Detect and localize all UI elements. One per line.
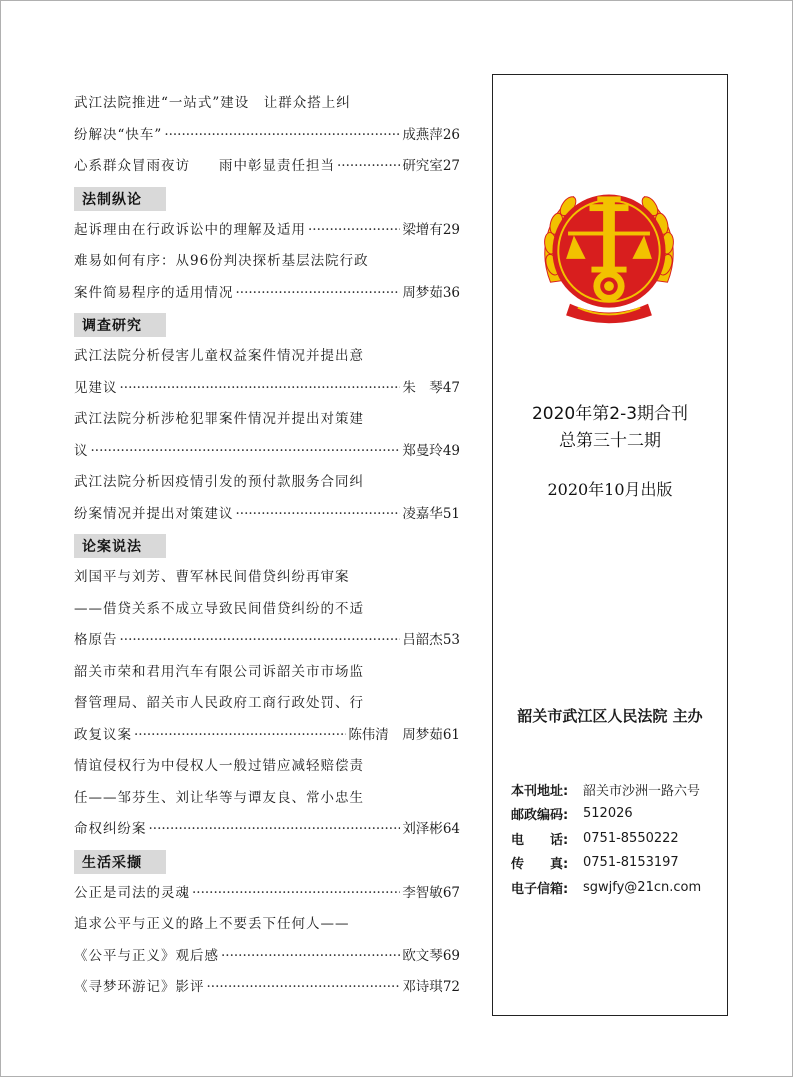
court-emblem-icon: [531, 173, 687, 333]
toc-entry-page: 51: [442, 505, 460, 522]
leader-dots: [149, 814, 401, 846]
contact-row: [511, 802, 701, 827]
toc-entry-author: 李智敏: [402, 884, 443, 901]
toc-entry-title: 武江法院分析侵害儿童权益案件情况并提出意: [74, 348, 364, 364]
contact-row: [511, 777, 701, 802]
toc-entry-title: 情谊侵权行为中侵权人一般过错应减轻赔偿责: [74, 758, 364, 774]
section-heading: 调查研究: [74, 313, 166, 337]
section-heading: 生活采撷: [74, 850, 166, 874]
toc-entry-author: 凌嘉华: [402, 505, 443, 522]
leader-dots: [236, 499, 401, 531]
toc-entry-title: 格原告: [74, 632, 118, 648]
toc-entry-author: 周梦茹: [402, 284, 443, 301]
toc-entry-title: 《寻梦环游记》影评: [74, 979, 205, 995]
toc-entry-page: 49: [442, 442, 460, 459]
toc-entry-page: 53: [442, 632, 460, 648]
contact-row: [511, 851, 701, 876]
leader-dots: [337, 151, 400, 183]
toc-entry: [74, 814, 460, 846]
toc-entry-title: 起诉理由在行政诉讼中的理解及适用: [74, 221, 306, 238]
toc-entry: [74, 657, 460, 689]
toc-entry-title: 纷案情况并提出对策建议: [74, 505, 234, 522]
contact-row: [511, 875, 701, 900]
leader-dots: [134, 720, 346, 752]
toc-entry: [74, 373, 460, 405]
toc-entry-page: 26: [442, 126, 460, 143]
toc-entry-author: 朱 琴: [402, 379, 443, 396]
toc-entry-title: 督管理局、韶关市人民政府工商行政处罚、行: [74, 695, 364, 711]
leader-dots: [91, 436, 401, 468]
leader-dots: [120, 625, 401, 657]
toc-entry-author: 梁增有: [402, 221, 443, 238]
toc-entry: [74, 151, 460, 183]
toc-entry-author: 陈伟清 周梦茹: [348, 726, 443, 743]
toc-entry-page: 61: [442, 726, 460, 743]
toc-entry: [74, 909, 460, 941]
toc-entry-author: 邓诗琪: [402, 979, 443, 995]
toc-entry-title: 心系群众冒雨夜访 雨中彰显责任担当: [74, 158, 335, 174]
toc-entry-page: 64: [442, 821, 460, 837]
leader-dots: [164, 120, 400, 152]
section-heading: 论案说法: [74, 534, 166, 558]
toc-entry-author: 吕韶杰: [402, 632, 443, 648]
toc-entry-page: 72: [442, 979, 460, 995]
contact-label: 邮政编码:: [511, 808, 569, 824]
toc-entry-title: 追求公平与正义的路上不要丢下任何人——: [74, 916, 350, 932]
toc-entry: [74, 278, 460, 310]
toc-entry: [74, 625, 460, 657]
toc-entry: [74, 404, 460, 436]
toc-entry-author: 刘泽彬: [402, 821, 443, 837]
toc-entry-title: 韶关市荣和君用汽车有限公司诉韶关市市场监: [74, 663, 364, 680]
leader-dots: [308, 215, 400, 247]
toc-entry-page: 67: [442, 884, 460, 901]
leader-dots: [221, 941, 400, 973]
table-of-contents: [74, 88, 460, 1004]
toc-entry: [74, 941, 460, 973]
toc-entry-title: 武江法院分析因疫情引发的预付款服务合同纠: [74, 474, 364, 490]
masthead-panel: [492, 74, 728, 1016]
toc-entry: [74, 594, 460, 626]
toc-entry-author: 研究室: [402, 158, 443, 174]
toc-entry: [74, 720, 460, 752]
leader-dots: [192, 878, 400, 910]
toc-entry: [74, 499, 460, 531]
contact-value: 0751-8550222: [583, 830, 679, 846]
toc-entry-title: 刘国平与刘芳、曹军林民间借贷纠纷再审案: [74, 569, 350, 585]
toc-entry-title: 案件简易程序的适用情况: [74, 284, 234, 301]
toc-entry-title: 纷解决“快车”: [74, 126, 163, 143]
toc-entry-title: 政复议案: [74, 726, 132, 743]
toc-entry: [74, 878, 460, 910]
toc-entry-author: 郑曼玲: [402, 442, 443, 459]
toc-entry-page: 27: [442, 158, 460, 174]
contact-label: 传 真:: [511, 857, 569, 873]
toc-entry-title: ——借贷关系不成立导致民间借贷纠纷的不适: [74, 600, 364, 617]
issue-number: 2020年第2-3期合刊: [531, 404, 689, 424]
toc-entry-title: 任——邹芬生、刘让华等与谭友良、常小忠生: [74, 789, 364, 806]
contact-label: 电子信箱:: [511, 881, 569, 897]
contact-value: 韶关市沙洲一路六号: [583, 783, 701, 799]
toc-entry: [74, 783, 460, 815]
publisher: 韶关市武江区人民法院 主办: [517, 707, 703, 725]
leader-dots: [120, 373, 401, 405]
toc-entry-title: 武江法院推进“一站式”建设 让群众搭上纠: [74, 95, 351, 111]
toc-entry-title: 公正是司法的灵魂: [74, 884, 190, 901]
contact-label: 本刊地址:: [511, 783, 569, 799]
toc-entry: [74, 88, 460, 120]
contact-row: [511, 826, 701, 851]
contact-value: sgwjfy@21cn.com: [583, 879, 702, 895]
toc-entry-title: 武江法院分析涉枪犯罪案件情况并提出对策建: [74, 411, 364, 427]
toc-entry: [74, 341, 460, 373]
contact-info: [511, 777, 701, 900]
toc-entry: [74, 436, 460, 468]
contact-value: 512026: [583, 806, 633, 822]
toc-entry-title: 《公平与正义》观后感: [74, 947, 219, 964]
toc-entry-author: 成燕萍: [402, 126, 443, 143]
toc-entry-title: 命权纠纷案: [74, 821, 147, 837]
toc-entry-title: 见建议: [74, 379, 118, 396]
toc-entry: [74, 972, 460, 1004]
leader-dots: [236, 278, 401, 310]
toc-entry-page: 29: [442, 221, 460, 238]
section-heading: 法制纵论: [74, 187, 166, 211]
toc-entry-author: 欧文琴: [402, 947, 443, 964]
toc-entry-page: 69: [442, 947, 460, 964]
toc-entry: [74, 215, 460, 247]
toc-entry: [74, 467, 460, 499]
toc-entry-title: 难易如何有序：从96份判决探析基层法院行政: [74, 253, 369, 269]
toc-entry-page: 47: [442, 379, 460, 396]
issue-total: 总第三十二期: [559, 431, 661, 451]
toc-entry-title: 议: [74, 442, 89, 459]
toc-entry: [74, 688, 460, 720]
toc-entry: [74, 246, 460, 278]
toc-entry-page: 36: [442, 284, 460, 301]
toc-entry: [74, 120, 460, 152]
publish-date: 2020年10月出版: [547, 480, 673, 499]
contact-value: 0751-8153197: [583, 855, 679, 871]
toc-entry: [74, 751, 460, 783]
leader-dots: [207, 972, 401, 1004]
contact-label: 电 话:: [511, 832, 569, 848]
toc-entry: [74, 562, 460, 594]
